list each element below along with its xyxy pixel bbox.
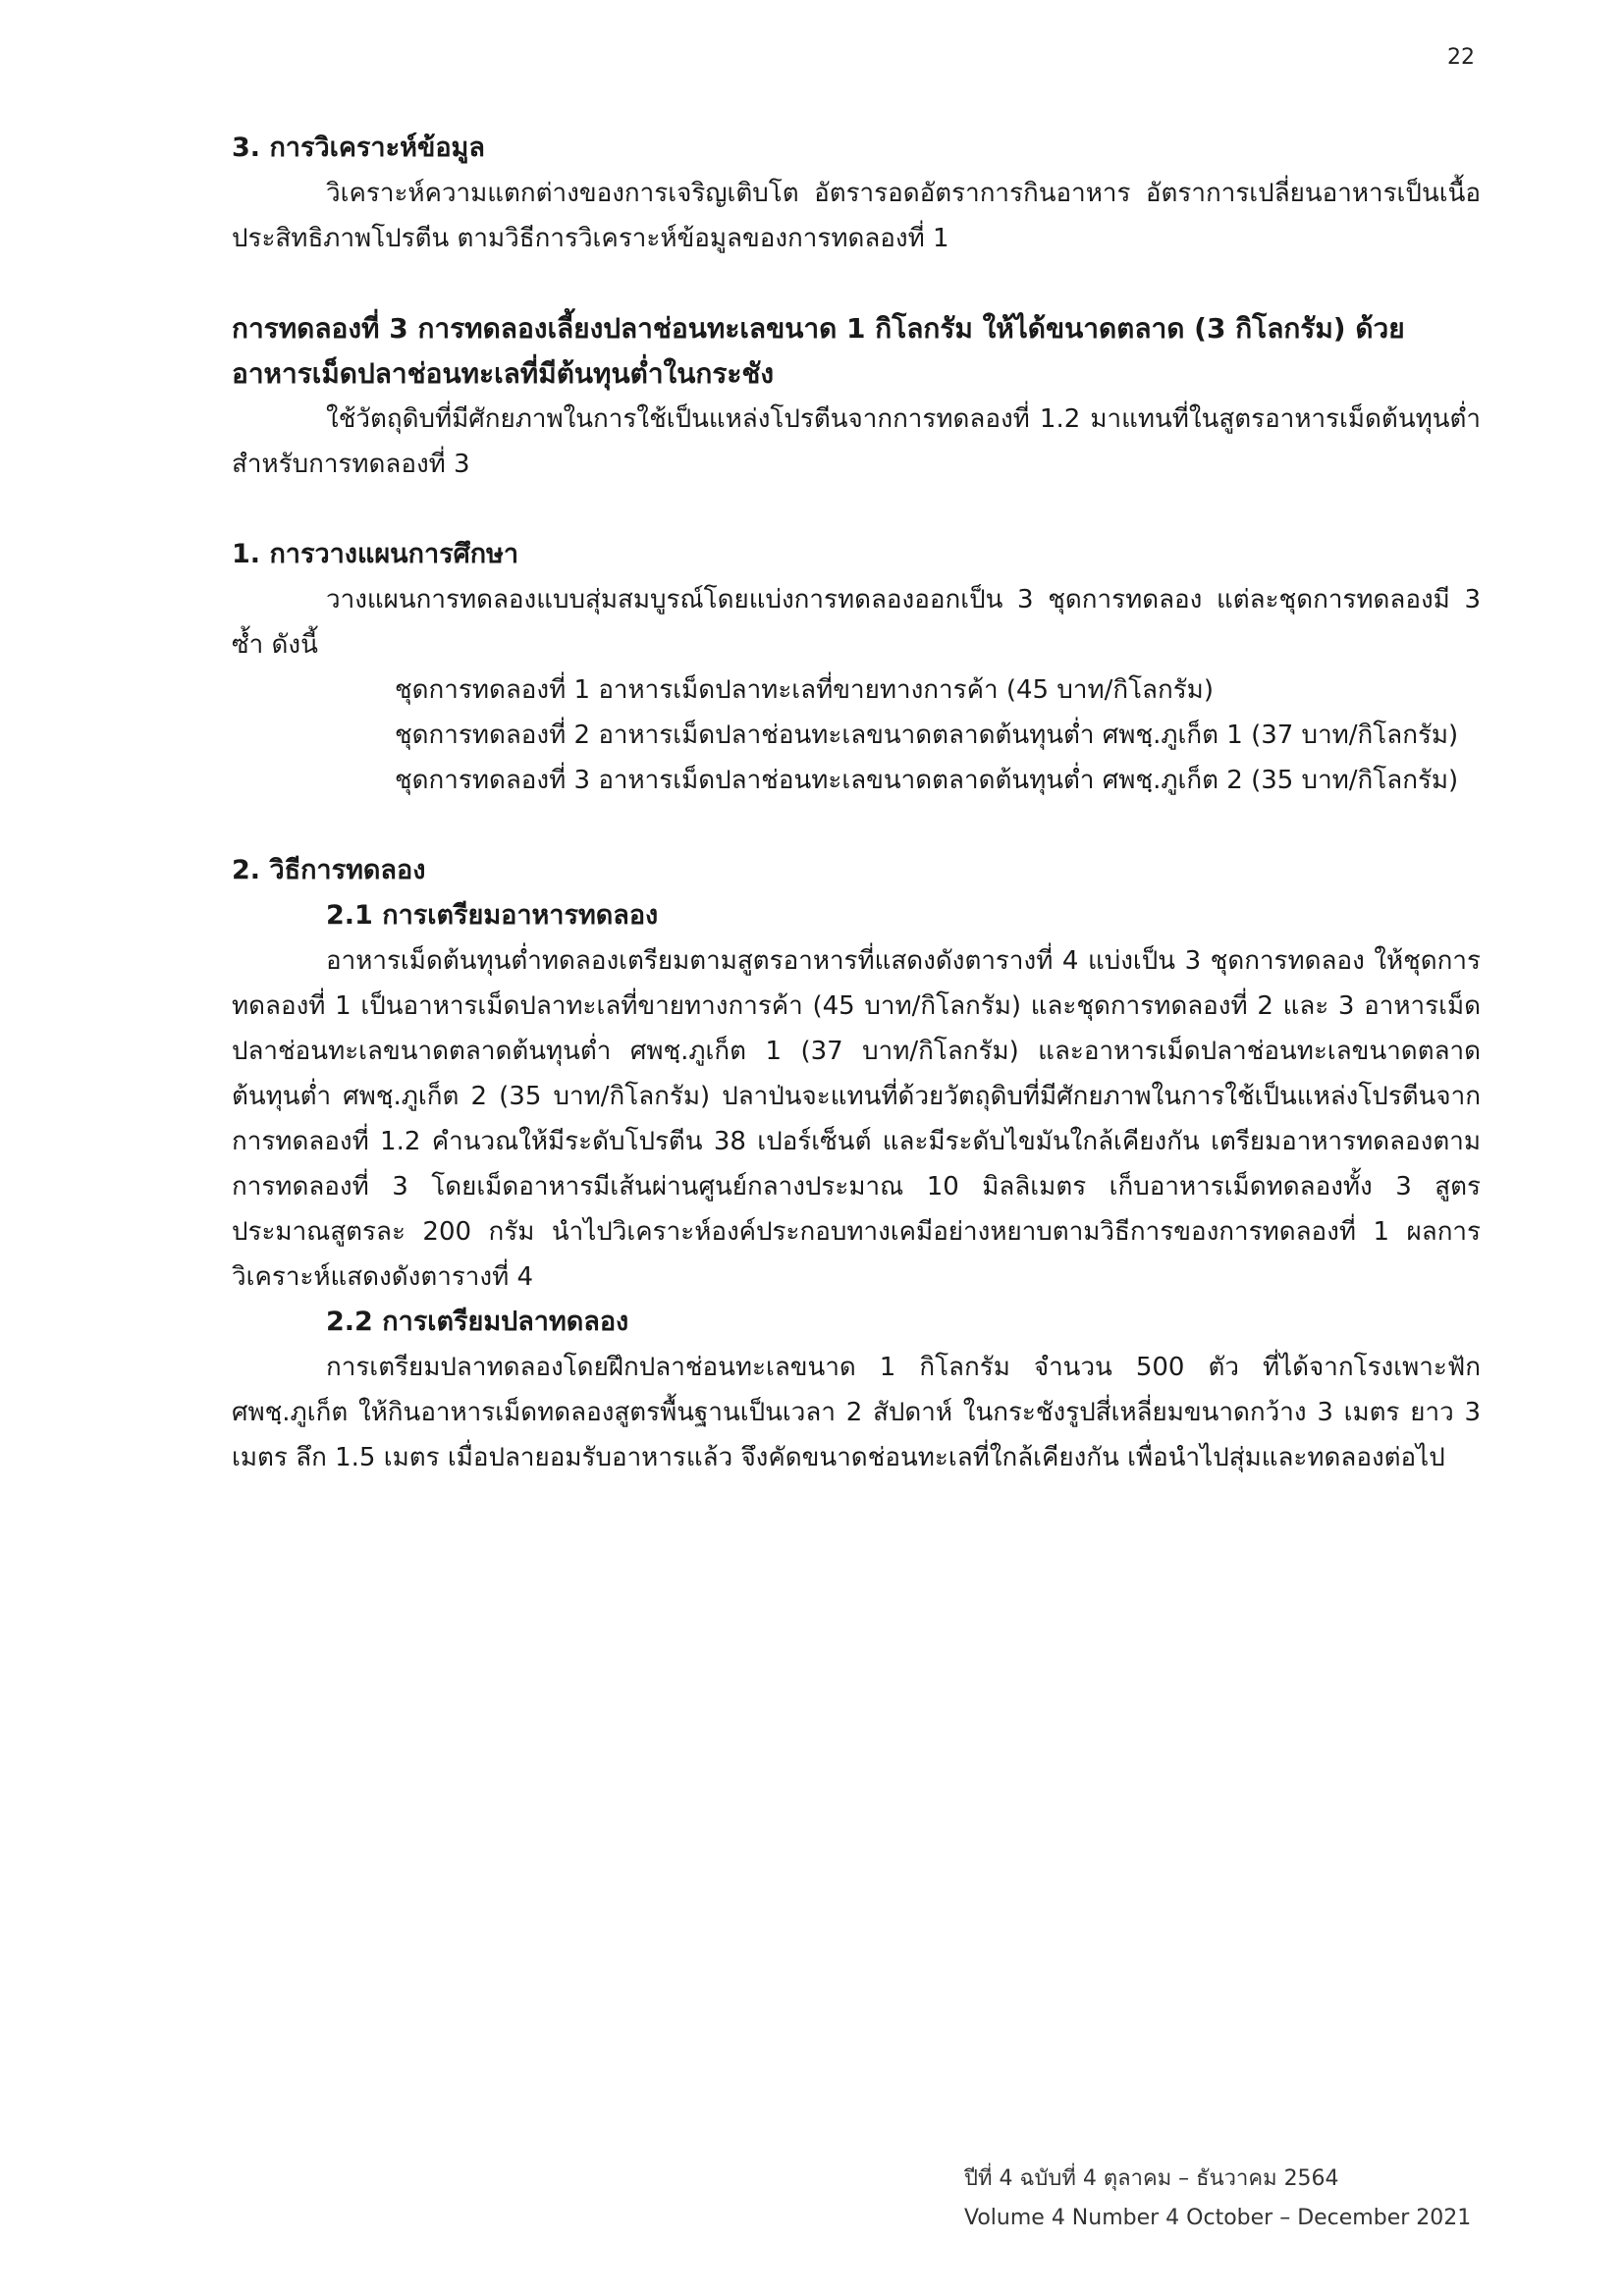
section-heading-method: 2. วิธีการทดลอง	[232, 855, 426, 885]
experiment-title: การทดลองที่ 3 การทดลองเลี้ยงปลาช่อนทะเลขนาด 1 กิโลกรัม ให้ได้ขนาดตลาด (3 กิโลกรัม) ด้วยอาหารเม็ดปลาช่อนทะเลที่มีต้นทุนต่ำในกระชัง	[232, 312, 1405, 390]
paragraph-data-analysis: วิเคราะห์ความแตกต่างของการเจริญเติบโต อัตรารอดอัตราการกินอาหาร อัตราการเปลี่ยนอาหารเป็นเนื้อ ประสิทธิภาพโปรตีน ตามวิธีการวิเคราะห์ข้อมูลของการทดลองที่ 1	[232, 179, 1481, 253]
paragraph-planning: วางแผนการทดลองแบบสุ่มสมบูรณ์โดยแบ่งการทดลองออกเป็น 3 ชุดการทดลอง แต่ละชุดการทดลองมี 3 ซ้ำ ดังนี้	[232, 585, 1481, 660]
section-heading-planning: 1. การวางแผนการศึกษา	[232, 539, 519, 569]
subheading-fish-prep: 2.2 การเตรียมปลาทดลอง	[326, 1307, 629, 1337]
list-item-treatment-2: ชุดการทดลองที่ 2 อาหารเม็ดปลาช่อนทะเลขนาดตลาดต้นทุนต่ำ ศพชฺ.ภูเก็ต 1 (37 บาท/กิโลกรัม)	[395, 721, 1459, 750]
footer-thai: ปีที่ 4 ฉบับที่ 4 ตุลาคม – ธันวาคม 2564	[964, 2166, 1339, 2191]
treatment-list	[232, 667, 1481, 803]
section-heading-data-analysis: 3. การวิเคราะห์ข้อมูล	[232, 133, 485, 163]
list-item-treatment-3: ชุดการทดลองที่ 3 อาหารเม็ดปลาช่อนทะเลขนาดตลาดต้นทุนต่ำ ศพชฺ.ภูเก็ต 2 (35 บาท/กิโลกรัม)	[395, 766, 1459, 795]
page-number: 22	[1447, 45, 1475, 70]
paragraph-experiment-intro: ใช้วัตถุดิบที่มีศักยภาพในการใช้เป็นแหล่งโปรตีนจากการทดลองที่ 1.2 มาแทนที่ในสูตรอาหารเม็ดต้นทุนต่ำสำหรับการทดลองที่ 3	[232, 404, 1481, 479]
spacer	[232, 487, 1481, 532]
list-item-treatment-1: ชุดการทดลองที่ 1 อาหารเม็ดปลาทะเลที่ขายทางการค้า (45 บาท/กิโลกรัม)	[395, 675, 1214, 705]
paragraph-fish-prep: การเตรียมปลาทดลองโดยฝึกปลาช่อนทะเลขนาด 1 กิโลกรัม จำนวน 500 ตัว ที่ได้จากโรงเพาะฟักศพชฺ.ภูเก็ต ให้กินอาหารเม็ดทดลองสูตรพื้นฐานเป็นเวลา 2 สัปดาห์ ในกระชังรูปสี่เหลี่ยมขนาดกว้าง 3 เมตร ยาว 3 เมตร ลึก 1.5 เมตร เมื่อปลายอมรับอาหารแล้ว จึงคัดขนาดช่อนทะเลที่ใกล้เคียงกัน เพื่อนำไปสุ่มและทดลองต่อไป	[232, 1353, 1481, 1472]
paragraph-feed-prep: อาหารเม็ดต้นทุนต่ำทดลองเตรียมตามสูตรอาหารที่แสดงดังตารางที่ 4 แบ่งเป็น 3 ชุดการทดลอง ให้ชุดการทดลองที่ 1 เป็นอาหารเม็ดปลาทะเลที่ขายทางการค้า (45 บาท/กิโลกรัม) และชุดการทดลองที่ 2 และ 3 อาหารเม็ดปลาช่อนทะเลขนาดตลาดต้นทุนต่ำ ศพชฺ.ภูเก็ต 1 (37 บาท/กิโลกรัม) และอาหารเม็ดปลาช่อนทะเลขนาดตลาดต้นทุนต่ำ ศพชฺ.ภูเก็ต 2 (35 บาท/กิโลกรัม) ปลาป่นจะแทนที่ด้วยวัตถุดิบที่มีศักยภาพในการใช้เป็นแหล่งโปรตีนจากการทดลองที่ 1.2 คำนวณให้มีระดับโปรตีน 38 เปอร์เซ็นต์ และมีระดับไขมันใกล้เคียงกัน เตรียมอาหารทดลองตามการทดลองที่ 3 โดยเม็ดอาหารมีเส้นผ่านศูนย์กลางประมาณ 10 มิลลิเมตร เก็บอาหารเม็ดทดลองทั้ง 3 สูตร ประมาณสูตรละ 200 กรัม นำไปวิเคราะห์องค์ประกอบทางเคมีอย่างหยาบตามวิธีการของการทดลองที่ 1 ผลการวิเคราะห์แสดงดังตารางที่ 4	[232, 946, 1481, 1292]
page-content	[232, 126, 1481, 1480]
journal-footer	[964, 2160, 1471, 2238]
footer-english: Volume 4 Number 4 October – December 2021	[964, 2206, 1472, 2230]
spacer	[232, 261, 1481, 306]
subheading-feed-prep: 2.1 การเตรียมอาหารทดลอง	[326, 900, 659, 931]
spacer	[232, 803, 1481, 848]
